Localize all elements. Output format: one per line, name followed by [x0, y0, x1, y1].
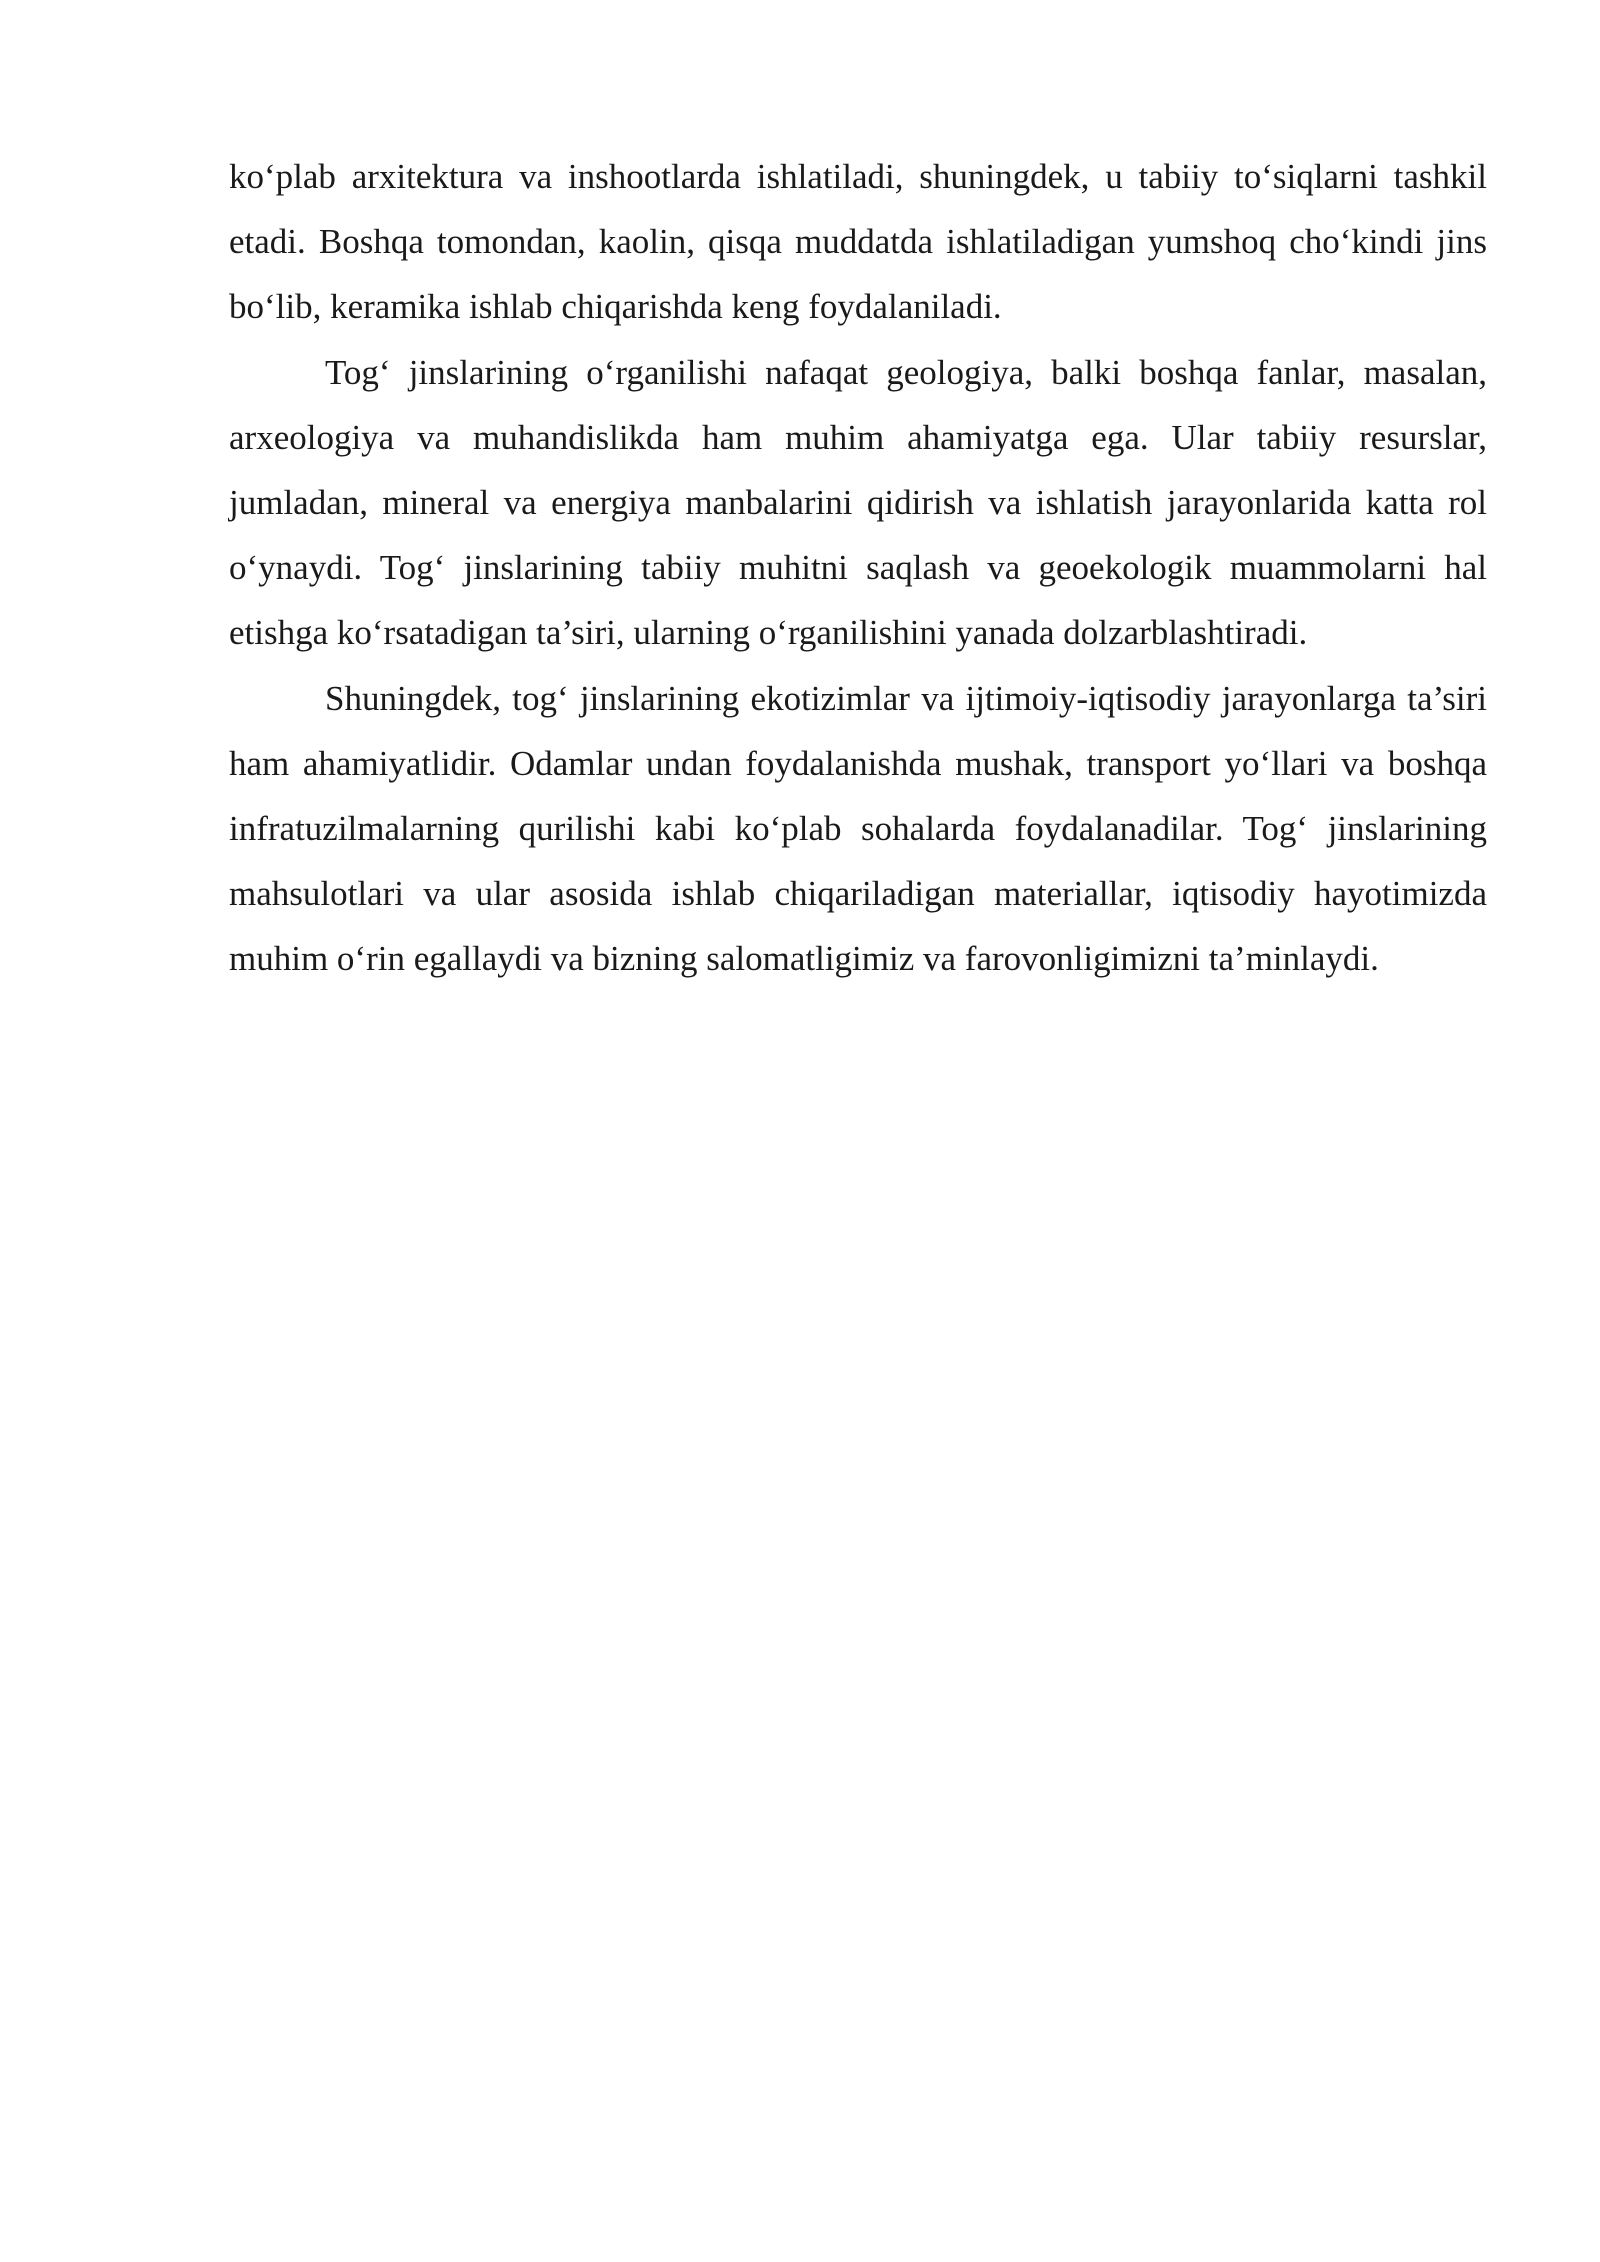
paragraph-rock-study: Tog‘ jinslarining o‘rganilishi nafaqat geologiya, balki boshqa fanlar, masalan, arxeologiya va muhandislikda ham muhim ahamiyatga ega. Ular tabiiy resurslar, jumladan, mineral va energiya manbalarini qidirish va ishlatish jarayonlarida katta rol o‘ynaydi. Tog‘ jinslarining tabiiy muhitni saqlash va geoekologik muammolarni hal etishga ko‘rsatadigan ta’siri, ularning o‘rganilishini yanada dolzarblashtiradi. — [229, 352, 1487, 653]
paragraph-continuation: ko‘plab arxitektura va inshootlarda ishlatiladi, shuningdek, u tabiiy to‘siqlarni tashkil etadi. Boshqa tomondan, kaolin, qisqa muddatda ishlatiladigan yumshoq cho‘kindi jins bo‘lib, keramika ishlab chiqarishda keng foydalaniladi. — [229, 157, 1487, 327]
document-body — [229, 144, 1487, 992]
paragraph-rock-impact: Shuningdek, tog‘ jinslarining ekotizimlar va ijtimoiy-iqtisodiy jarayonlarga ta’siri ham ahamiyatlidir. Odamlar undan foydalanishda mushak, transport yo‘llari va boshqa infratuzilmalarning qurilishi kabi ko‘plab sohalarda foydalanadilar. Tog‘ jinslarining mahsulotlari va ular asosida ishlab chiqariladigan materiallar, iqtisodiy hayotimizda muhim o‘rin egallaydi va bizning salomatligimiz va farovonligimizni ta’minlaydi. — [229, 678, 1487, 979]
